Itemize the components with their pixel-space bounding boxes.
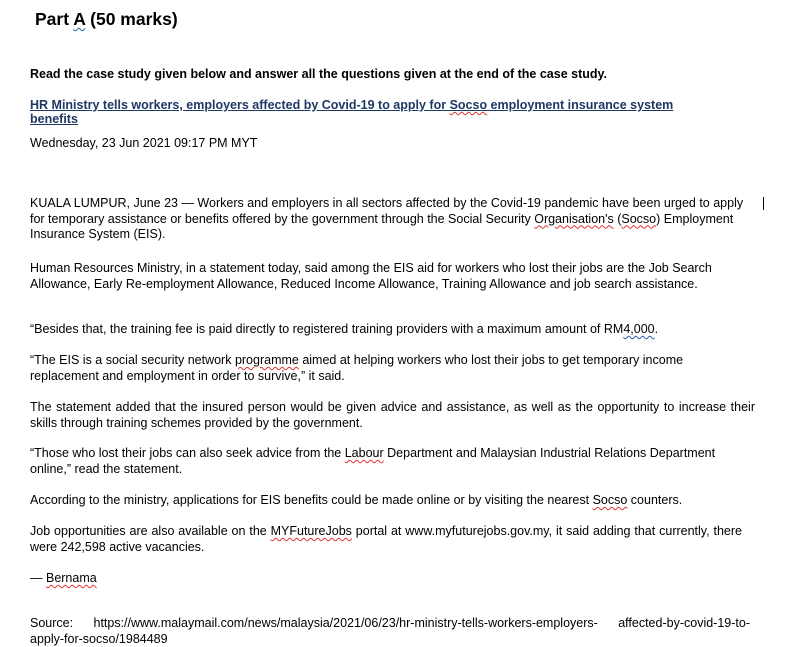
paragraph-5: The statement added that the insured person would be given advice and assistance, as well as the opportunity to increase their skills through training schemes provided by the government. [30, 400, 755, 430]
p6-labour: Labour [344, 446, 384, 460]
headline-part-b: employment insurance system benefits [30, 98, 674, 126]
paragraph-4 [30, 353, 755, 384]
p6-part-b: Department and Malaysian Industrial Relations Department online,” read the statement. [30, 446, 716, 476]
paragraph-2: Human Resources Ministry, in a statement today, said among the EIS aid for workers who lost their jobs are the Job Search Allowance, Early Re-employment Allowance, Reduced Income Allowance, Training Allowance and job search assistance. [30, 261, 712, 291]
source-citation[interactable]: Source: https://www.malaymail.com/news/malaysia/2021/06/23/hr-ministry-tells-workers-employers- affected-by-covid-19-to-apply-for-socso/1984489 [30, 616, 750, 646]
p8-portal: MYFutureJobs [270, 524, 352, 538]
article-headline[interactable] [30, 98, 680, 126]
p4-part-b: aimed at helping workers who lost their jobs to get temporary income replacement and employment in order to survive,” it said. [30, 353, 684, 383]
p4-programme: programme [234, 353, 299, 367]
text-cursor [763, 197, 764, 210]
p6-part-a: “Those who lost their jobs can also seek advice from the [30, 446, 345, 460]
byline-name: Bernama [45, 571, 97, 585]
paragraph-3 [30, 322, 755, 338]
p3-part-b: . [654, 322, 659, 336]
p4-part-a: “The EIS is a social security network [30, 353, 235, 367]
paragraph-1 [30, 196, 755, 243]
p1-part-b: ( [613, 211, 622, 226]
paragraph-7 [30, 493, 755, 509]
p8-part-b: portal at www.myfuturejobs.gov.my, it said adding that currently, there were 242,598 active vacancies. [30, 524, 742, 554]
paragraph-6 [30, 446, 755, 477]
headline-part-a: HR Ministry tells workers, employers affected by Covid-19 to apply for [30, 98, 450, 112]
p3-amount: 4,000 [623, 322, 655, 336]
byline-dash: — [30, 571, 46, 585]
paragraph-8 [30, 524, 742, 555]
part-title-suffix: (50 marks) [85, 9, 178, 29]
p3-part-a: “Besides that, the training fee is paid directly to registered training providers with a maximum amount of RM [30, 322, 624, 336]
p1-part-c: ) Employment Insurance System (EIS). [30, 211, 734, 241]
byline [30, 571, 755, 587]
p7-part-a: According to the ministry, applications for EIS benefits could be made online or by visiting the nearest [30, 493, 593, 507]
p1-organisation: Organisation's [534, 211, 614, 226]
p8-part-a: Job opportunities are also available on the [30, 524, 271, 538]
p7-part-b: counters. [627, 493, 683, 507]
instruction-text: Read the case study given below and answer all the questions given at the end of the case study. [30, 67, 607, 81]
article-dateline: Wednesday, 23 Jun 2021 09:17 PM MYT [30, 136, 258, 150]
p1-socso: Socso [621, 211, 657, 226]
part-title-letter: A [73, 9, 86, 29]
part-title-prefix: Part [35, 9, 74, 29]
headline-socso: Socso [449, 98, 488, 112]
p7-socso: Socso [592, 493, 628, 507]
p1-part-a: KUALA LUMPUR, June 23 — Workers and employers in all sectors affected by the Covid-19 pandemic have been urged to apply for temporary assistance or benefits offered by the government through the Social Security [30, 196, 744, 226]
part-title [35, 9, 178, 30]
